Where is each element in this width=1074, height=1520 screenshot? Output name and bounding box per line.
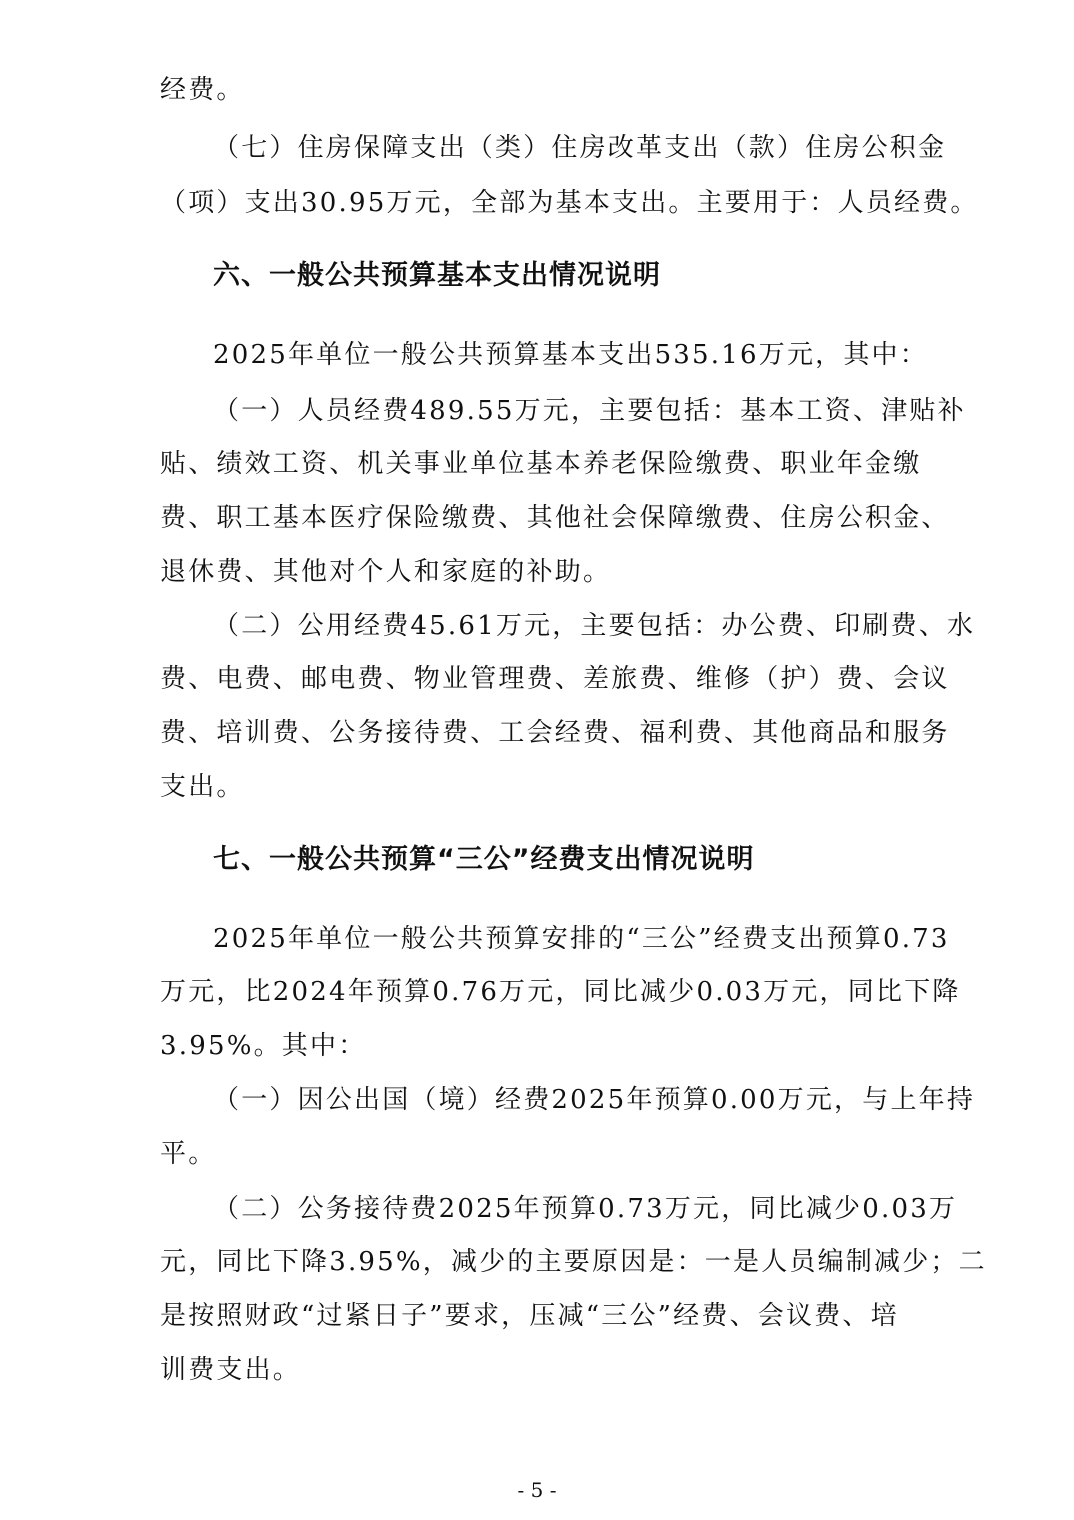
section-heading-7: 七、一般公共预算“三公”经费支出情况说明 <box>213 844 755 875</box>
paragraph-line: 2025年单位一般公共预算基本支出535.16万元，其中： <box>213 340 928 370</box>
paragraph-line: 元，同比下降3.95%，减少的主要原因是：一是人员编制减少；二 <box>160 1247 987 1277</box>
page-number: - 5 - <box>517 1478 557 1502</box>
paragraph-line: 训费支出。 <box>160 1355 302 1385</box>
paragraph-line: 万元，比2024年预算0.76万元，同比减少0.03万元，同比下降 <box>160 977 961 1007</box>
paragraph-line: 平。 <box>160 1139 217 1169</box>
paragraph-line: 是按照财政“过紧日子”要求，压减“三公”经费、会议费、培 <box>160 1301 899 1331</box>
paragraph-line: （七）住房保障支出（类）住房改革支出（款）住房公积金 <box>213 133 947 163</box>
paragraph-line: （二）公用经费45.61万元，主要包括：办公费、印刷费、水 <box>213 611 976 641</box>
section-heading-6: 六、一般公共预算基本支出情况说明 <box>213 260 661 291</box>
paragraph-line: （二）公务接待费2025年预算0.73万元，同比减少0.03万 <box>213 1194 958 1224</box>
paragraph-line: 贴、绩效工资、机关事业单位基本养老保险缴费、职业年金缴 <box>160 449 922 479</box>
paragraph-line: 退休费、其他对个人和家庭的补助。 <box>160 557 612 587</box>
paragraph-line: 2025年单位一般公共预算安排的“三公”经费支出预算0.73 <box>213 924 950 954</box>
paragraph-line: （项）支出30.95万元，全部为基本支出。主要用于：人员经费。 <box>160 188 979 218</box>
paragraph-line: 经费。 <box>160 75 245 105</box>
paragraph-line: 费、职工基本医疗保险缴费、其他社会保障缴费、住房公积金、 <box>160 503 950 533</box>
paragraph-line: （一）因公出国（境）经费2025年预算0.00万元，与上年持 <box>213 1085 976 1115</box>
paragraph-line: （一）人员经费489.55万元，主要包括：基本工资、津贴补 <box>213 396 966 426</box>
paragraph-line: 费、培训费、公务接待费、工会经费、福利费、其他商品和服务 <box>160 718 950 748</box>
paragraph-line: 支出。 <box>160 772 245 802</box>
paragraph-line: 3.95%。其中： <box>160 1031 367 1061</box>
paragraph-line: 费、电费、邮电费、物业管理费、差旅费、维修（护）费、会议 <box>160 664 950 694</box>
